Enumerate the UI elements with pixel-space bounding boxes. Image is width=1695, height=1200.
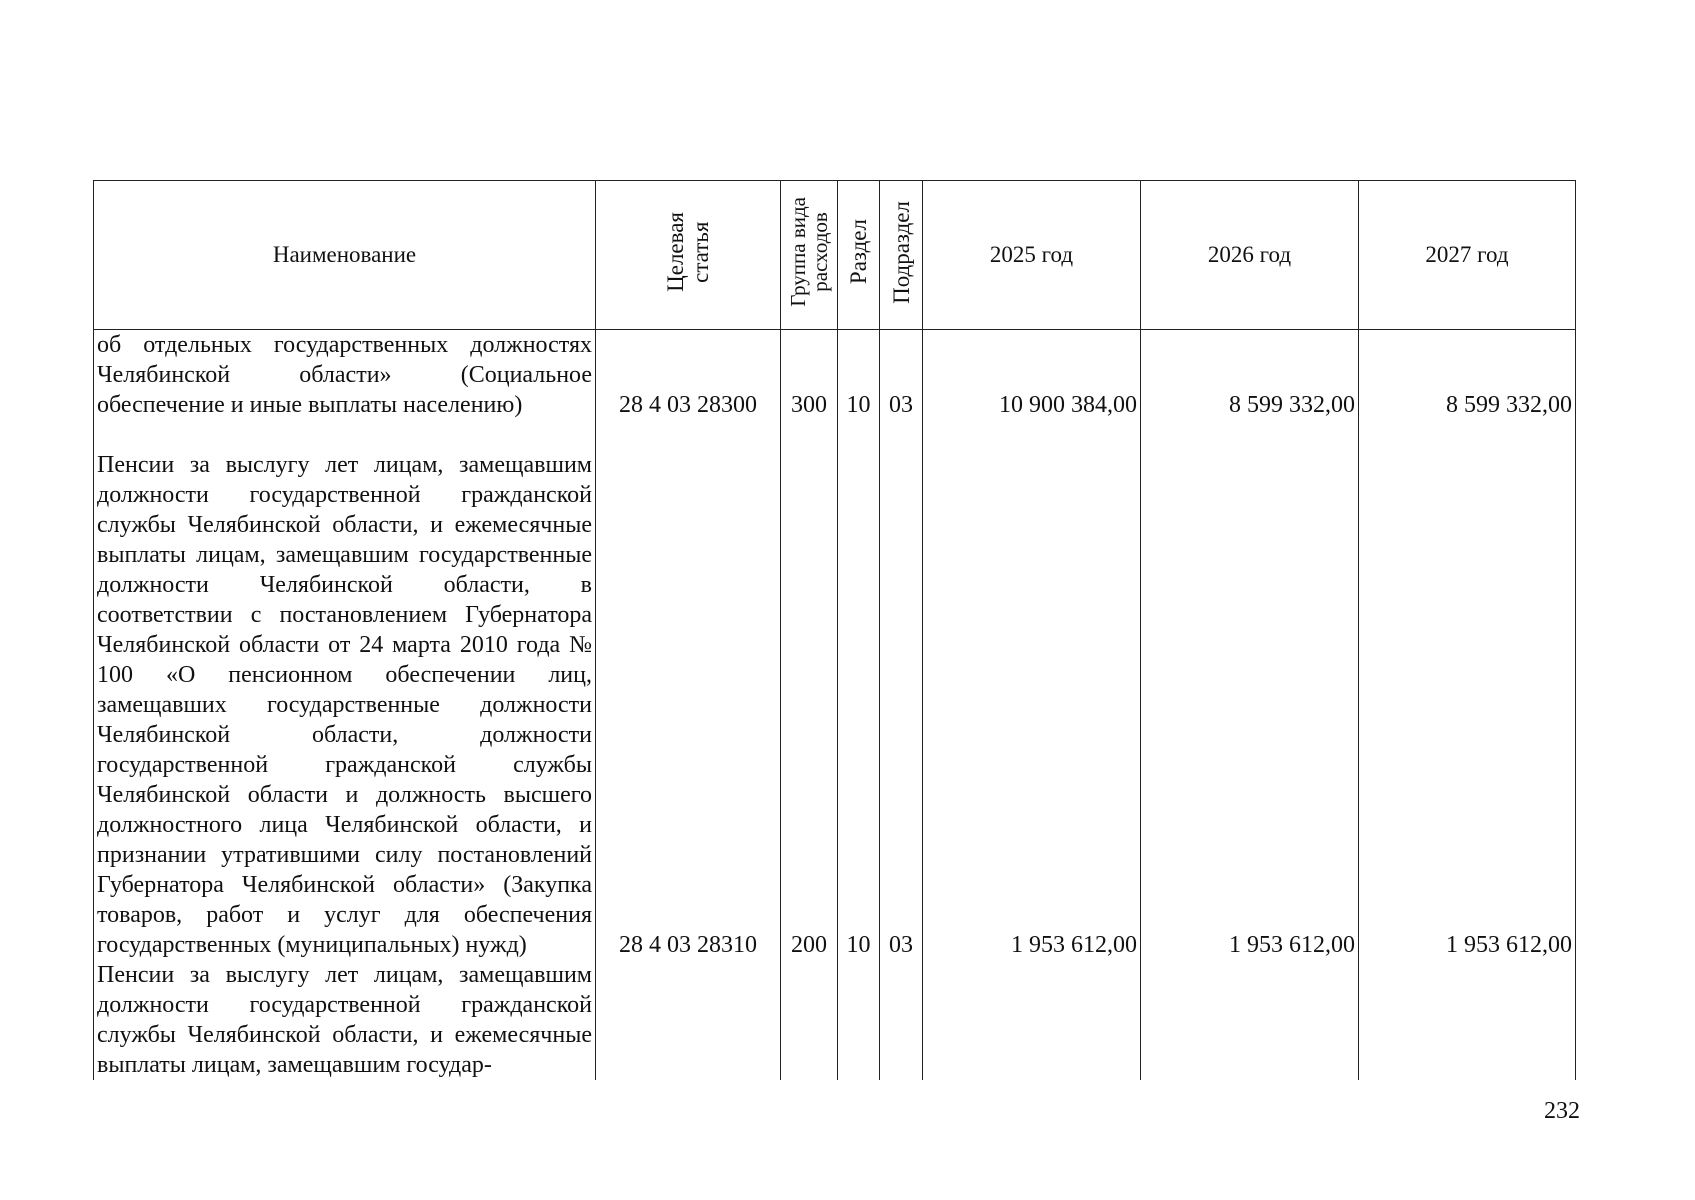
- row-amount-2025: 1 953 612,00: [923, 420, 1141, 960]
- row-amount-2027: 1 953 612,00: [1359, 420, 1576, 960]
- row-section: [838, 960, 880, 1080]
- header-name: Наименование: [94, 181, 596, 330]
- header-year-2026: 2026 год: [1141, 181, 1359, 330]
- row-target-article: [596, 960, 781, 1080]
- header-target-article: Целевая статья: [596, 181, 781, 330]
- header-year-2027: 2027 год: [1359, 181, 1576, 330]
- row-amount-2025: 10 900 384,00: [923, 330, 1141, 421]
- row-expense-group: [781, 960, 838, 1080]
- budget-table: [93, 180, 1576, 1080]
- row-amount-2027: 8 599 332,00: [1359, 330, 1576, 421]
- page-number: 232: [1544, 1098, 1580, 1124]
- row-expense-group: 200: [781, 420, 838, 960]
- row-amount-2027: [1359, 960, 1576, 1080]
- row-amount-2026: [1141, 960, 1359, 1080]
- table-row: [94, 420, 1576, 960]
- header-expense-group: Группа вида расходов: [781, 181, 838, 330]
- row-subsection: 03: [880, 420, 923, 960]
- table-header-row: [94, 181, 1576, 330]
- row-target-article: 28 4 03 28300: [596, 330, 781, 421]
- row-amount-2026: 8 599 332,00: [1141, 330, 1359, 421]
- header-year-2025: 2025 год: [923, 181, 1141, 330]
- header-subsection: Подраздел: [880, 181, 923, 330]
- header-section: Раздел: [838, 181, 880, 330]
- table-row: [94, 960, 1576, 1080]
- row-amount-2025: [923, 960, 1141, 1080]
- table-row: [94, 330, 1576, 421]
- row-subsection: [880, 960, 923, 1080]
- row-name: Пенсии за выслугу лет лицам, замещавшим должности государственной гражданской службы Челябинской области, и ежемесячные выплаты лицам, замещавшим государ-: [94, 960, 596, 1080]
- row-section: 10: [838, 420, 880, 960]
- row-subsection: 03: [880, 330, 923, 421]
- row-name: об отдельных государственных должностях Челябинской области» (Социальное обеспечение и иные выплаты населению): [94, 330, 596, 421]
- row-section: 10: [838, 330, 880, 421]
- row-name: Пенсии за выслугу лет лицам, замещавшим должности государственной гражданской службы Челябинской области, и ежемесячные выплаты лицам, замещавшим государственные должности Челябинской области, в соответствии с постановлением Губернатора Челябинской области от 24 марта 2010 года № 100 «О пенсионном обеспечении лиц, замещавших государственные должности Челябинской области, должности государственной гражданской службы Челябинской области и должность высшего должностного лица Челябинской области, и признании утратившими силу постановлений Губернатора Челябинской области» (Закупка товаров, работ и услуг для обеспечения государственных (муниципальных) нужд): [94, 420, 596, 960]
- row-amount-2026: 1 953 612,00: [1141, 420, 1359, 960]
- row-expense-group: 300: [781, 330, 838, 421]
- row-target-article: 28 4 03 28310: [596, 420, 781, 960]
